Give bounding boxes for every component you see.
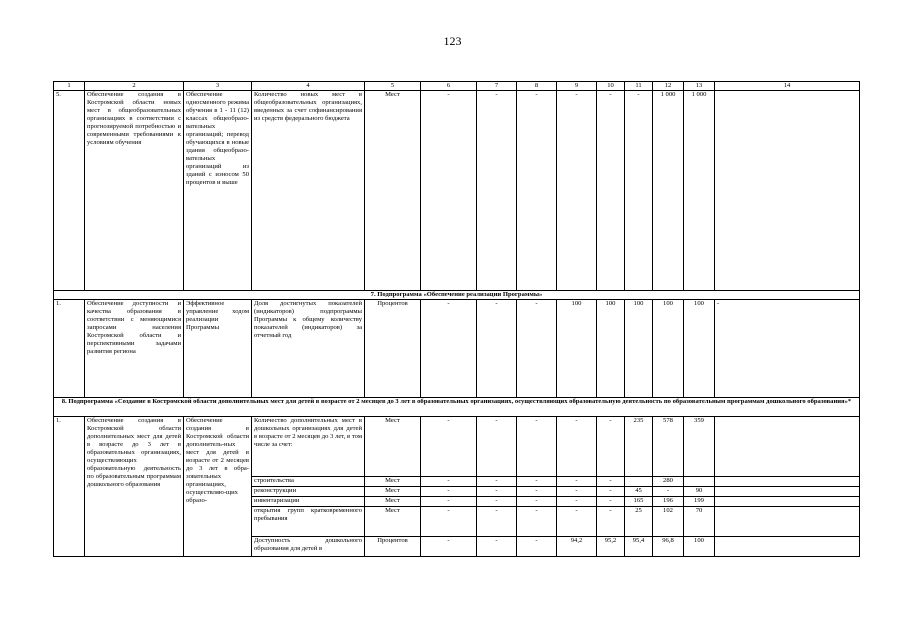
indicators-table (53, 81, 860, 557)
value-cell (625, 477, 653, 487)
value-cell: 359 (684, 417, 715, 477)
header-cell: 14 (715, 82, 860, 91)
indicator-cell: Количество дополнительных мест в дошкольных организациях для детей в возрасте от 2 месяцев до 3 лет, в том числе за счет: (252, 417, 365, 477)
unit-cell: Мест (365, 477, 421, 487)
value-cell (715, 497, 860, 507)
value-cell: 100 (597, 300, 625, 398)
value-cell: - (477, 417, 517, 477)
value-cell: - (597, 487, 625, 497)
value-cell: 94,2 (557, 537, 597, 557)
table-header-row (54, 82, 860, 91)
value-cell: - (477, 537, 517, 557)
value-cell (715, 417, 860, 477)
value-cell: - (477, 507, 517, 537)
section-row (54, 291, 860, 300)
header-cell: 11 (625, 82, 653, 91)
header-cell: 13 (684, 82, 715, 91)
table-row (54, 91, 860, 291)
value-cell: 100 (653, 300, 684, 398)
value-cell: - (557, 497, 597, 507)
value-cell: - (557, 487, 597, 497)
value-cell: - (477, 497, 517, 507)
value-cell: 95,2 (597, 537, 625, 557)
value-cell: - (477, 477, 517, 487)
value-cell (715, 477, 860, 487)
task-cell: Обеспечение создания в Костромской области новых мест в общеобразовательных организациях в соответствии с прогнозируемой потребностью и современными требованиями к условиям обучения (85, 91, 184, 291)
value-cell: 90 (684, 487, 715, 497)
indicator-cell: Доля достигнутых показателей (индикаторов) подпрограммы Программы к общему количеству показателей (индикаторов) за отчетный год (252, 300, 365, 398)
unit-cell: Мест (365, 507, 421, 537)
value-cell: 1 000 (684, 91, 715, 291)
indicator-cell: открытия групп кратковременного пребывания (252, 507, 365, 537)
value-cell: - (597, 507, 625, 537)
unit-cell: Мест (365, 487, 421, 497)
value-cell: 100 (557, 300, 597, 398)
value-cell: - (421, 300, 477, 398)
value-cell: - (421, 497, 477, 507)
value-cell: 95,4 (625, 537, 653, 557)
value-cell: - (421, 537, 477, 557)
section-row (54, 398, 860, 417)
value-cell: - (421, 91, 477, 291)
value-cell (684, 477, 715, 487)
value-cell: 235 (625, 417, 653, 477)
value-cell: 70 (684, 507, 715, 537)
value-cell: - (517, 300, 557, 398)
header-cell: 6 (421, 82, 477, 91)
value-cell: - (421, 487, 477, 497)
value-cell: - (421, 417, 477, 477)
value-cell: 96,8 (653, 537, 684, 557)
value-cell: - (477, 487, 517, 497)
value-cell: - (517, 497, 557, 507)
value-cell: - (421, 477, 477, 487)
header-cell: 12 (653, 82, 684, 91)
indicator-cell: Количество новых мест в общеобразовательных организациях, введенных за счет софинансирования из средств федерального бюджета (252, 91, 365, 291)
value-cell: - (557, 477, 597, 487)
value-cell: - (597, 91, 625, 291)
value-cell: - (557, 507, 597, 537)
page-number: 123 (443, 34, 462, 48)
indicator-cell: строительства (252, 477, 365, 487)
unit-cell: Мест (365, 417, 421, 477)
value-cell: 1 000 (653, 91, 684, 291)
value-cell: - (477, 300, 517, 398)
value-cell: 196 (653, 497, 684, 507)
row-number: 5. (54, 91, 85, 291)
header-cell: 9 (557, 82, 597, 91)
value-cell: 165 (625, 497, 653, 507)
row-number: 1. (54, 417, 85, 557)
value-cell: - (715, 300, 860, 398)
row-number: 1. (54, 300, 85, 398)
unit-cell: Мест (365, 497, 421, 507)
value-cell: - (517, 537, 557, 557)
table-row (54, 417, 860, 477)
value-cell: 199 (684, 497, 715, 507)
value-cell: - (557, 91, 597, 291)
header-cell: 1 (54, 82, 85, 91)
value-cell: 25 (625, 507, 653, 537)
header-cell: 4 (252, 82, 365, 91)
measure-cell: Обеспечение создания в Костромской области дополнитель-ных мест для детей в возрасте от 2 месяцев до 3 лет в обра-зовательных организациях, осуществляю-щих образо- (184, 417, 252, 557)
indicator-cell: реконструкции (252, 487, 365, 497)
header-cell: 10 (597, 82, 625, 91)
value-cell: - (653, 487, 684, 497)
header-cell: 3 (184, 82, 252, 91)
header-cell: 7 (477, 82, 517, 91)
section-heading: 8. Подпрограмма «Создание в Костромской области дополнительных мест для детей в возрасте от 2 месяцев до 3 лет в образовательных организациях, осуществляющих образовательную деятельность по образовательным программам дошкольного образования»* (54, 398, 860, 417)
value-cell: 100 (684, 300, 715, 398)
indicator-cell: Доступность дошкольного образования для детей в (252, 537, 365, 557)
measure-cell: Обеспечение односменного режима обучения в 1 - 11 (12) классах общеобразо-вательных организаций; перевод обучающихся в новые здания общеобразо-вательных организаций из зданий с износом 50 процентов и выше (184, 91, 252, 291)
header-cell: 2 (85, 82, 184, 91)
value-cell: - (517, 487, 557, 497)
value-cell (715, 537, 860, 557)
unit-cell: Процентов (365, 300, 421, 398)
task-cell: Обеспечение доступности и качества образования в соответствии с меняющимися запросами населения Костромской области и перспективными задачами развития региона (85, 300, 184, 398)
value-cell (715, 507, 860, 537)
value-cell: - (421, 507, 477, 537)
value-cell: - (517, 417, 557, 477)
measure-cell: Эффективное управление ходом реализации Программы (184, 300, 252, 398)
value-cell: - (625, 91, 653, 291)
task-cell: Обеспечение создания в Костромской области дополнительных мест для детей в возрасте до 3 лет в образовательных организациях, осуществляющих образовательную деятельность по образовательным программам дошкольного образования (85, 417, 184, 557)
header-cell: 5 (365, 82, 421, 91)
section-heading: 7. Подпрограмма «Обеспечение реализации Программы» (54, 291, 860, 300)
value-cell: 100 (625, 300, 653, 398)
value-cell: - (597, 417, 625, 477)
value-cell: - (597, 497, 625, 507)
value-cell: - (597, 477, 625, 487)
value-cell: 100 (684, 537, 715, 557)
unit-cell: Процентов (365, 537, 421, 557)
value-cell: 102 (653, 507, 684, 537)
indicator-cell: инвентаризации (252, 497, 365, 507)
value-cell: - (517, 477, 557, 487)
value-cell: 280 (653, 477, 684, 487)
table-row (54, 300, 860, 398)
unit-cell: Мест (365, 91, 421, 291)
header-cell: 8 (517, 82, 557, 91)
value-cell: - (517, 507, 557, 537)
value-cell: - (477, 91, 517, 291)
value-cell (715, 91, 860, 291)
value-cell: - (557, 417, 597, 477)
value-cell (715, 487, 860, 497)
value-cell: - (517, 91, 557, 291)
value-cell: 45 (625, 487, 653, 497)
value-cell: 578 (653, 417, 684, 477)
